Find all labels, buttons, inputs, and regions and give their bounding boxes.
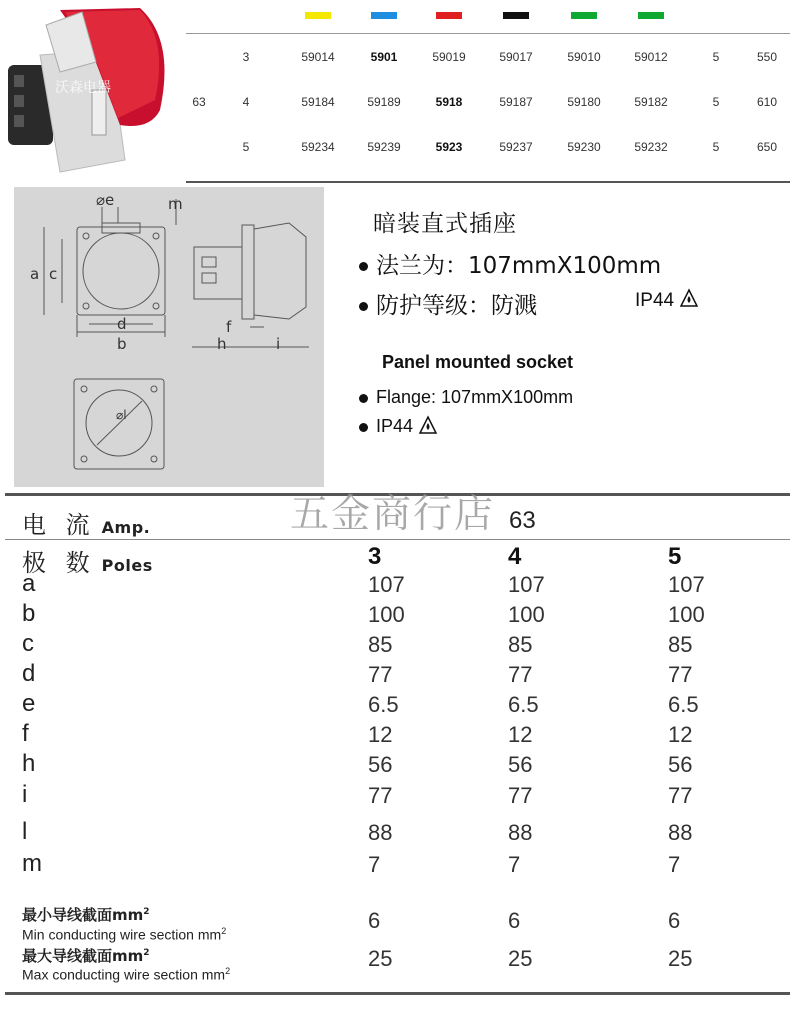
product-code: 59012 bbox=[634, 50, 668, 64]
max-wire-label-en bbox=[22, 966, 230, 983]
label-a: a bbox=[30, 265, 40, 283]
dimension-label: d bbox=[22, 660, 36, 687]
product-code: 5923 bbox=[435, 140, 463, 154]
bullet-icon bbox=[359, 394, 368, 403]
label-f: f bbox=[226, 318, 232, 336]
current-label-zh: 电 流 bbox=[22, 511, 96, 539]
pack-qty: 5 bbox=[712, 140, 720, 154]
weight: 550 bbox=[756, 50, 778, 64]
product-code: 59232 bbox=[634, 140, 668, 154]
wire-section-value: 25 bbox=[368, 946, 393, 971]
product-code: 59010 bbox=[567, 50, 601, 64]
product-code: 59187 bbox=[499, 95, 533, 109]
product-code: 59017 bbox=[499, 50, 533, 64]
dimension-value: 88 bbox=[368, 820, 393, 845]
dimension-value: 77 bbox=[508, 662, 533, 687]
dimension-value: 7 bbox=[668, 852, 681, 877]
pole-header: 3 bbox=[368, 543, 382, 570]
pole-count: 3 bbox=[242, 50, 250, 64]
dimension-value: 12 bbox=[668, 722, 693, 747]
en-flange-line bbox=[359, 387, 573, 408]
dimension-value: 107 bbox=[668, 572, 705, 597]
dimension-value: 56 bbox=[368, 752, 393, 777]
min-wire-en-text: Min conducting wire section mm bbox=[22, 926, 222, 943]
dimension-label: e bbox=[22, 690, 36, 717]
pole-header: 5 bbox=[668, 543, 682, 570]
unit-superscript: 2 bbox=[225, 966, 231, 976]
dimension-value: 85 bbox=[668, 632, 693, 657]
zh-ip-text: IP44 bbox=[635, 290, 675, 311]
dimension-value: 88 bbox=[508, 820, 533, 845]
wire-section-value: 25 bbox=[508, 946, 533, 971]
en-ip-text: IP44 bbox=[376, 416, 414, 436]
wire-section-value: 6 bbox=[668, 908, 681, 933]
label-i: i bbox=[276, 335, 281, 353]
dimension-value: 77 bbox=[668, 783, 693, 808]
product-watermark: 沃森电器 bbox=[55, 80, 111, 96]
dimension-value: 88 bbox=[668, 820, 693, 845]
color-swatch bbox=[503, 12, 529, 19]
label-d: d bbox=[117, 315, 127, 333]
label-m: m bbox=[168, 195, 183, 213]
product-code: 5918 bbox=[435, 95, 463, 109]
dimension-value: 77 bbox=[508, 783, 533, 808]
product-photo bbox=[0, 0, 185, 182]
technical-drawing bbox=[14, 187, 324, 487]
dimension-label: l bbox=[22, 818, 28, 845]
dimension-value: 100 bbox=[508, 602, 545, 627]
dimension-value: 107 bbox=[508, 572, 545, 597]
max-wire-en-text: Max conducting wire section mm bbox=[22, 966, 226, 983]
en-title: Panel mounted socket bbox=[382, 352, 574, 372]
dimension-value: 56 bbox=[668, 752, 693, 777]
bullet-icon bbox=[359, 262, 368, 271]
dimension-value: 77 bbox=[668, 662, 693, 687]
color-swatch bbox=[638, 12, 664, 19]
wire-section-value: 6 bbox=[508, 908, 521, 933]
pole-header: 4 bbox=[508, 543, 522, 570]
zh-ip-rating bbox=[635, 288, 699, 312]
product-code: 59237 bbox=[499, 140, 533, 154]
bullet-icon bbox=[359, 302, 368, 311]
label-e: ⌀e bbox=[96, 191, 115, 209]
dimension-value: 6.5 bbox=[668, 692, 699, 717]
poles-label-en: Poles bbox=[101, 556, 153, 575]
table-bottom-border bbox=[5, 992, 790, 995]
pack-qty: 5 bbox=[712, 50, 720, 64]
min-wire-zh-text: 最小导线截面mm bbox=[22, 906, 144, 924]
wire-section-value: 25 bbox=[668, 946, 693, 971]
product-code: 59230 bbox=[567, 140, 601, 154]
color-swatch bbox=[571, 12, 597, 19]
wire-section-value: 6 bbox=[368, 908, 381, 933]
weight: 610 bbox=[756, 95, 778, 109]
product-code: 59239 bbox=[367, 140, 401, 154]
product-code: 59234 bbox=[301, 140, 335, 154]
color-swatch bbox=[436, 12, 462, 19]
dimension-value: 7 bbox=[508, 852, 521, 877]
dimension-label: a bbox=[22, 570, 36, 597]
label-c: c bbox=[49, 265, 58, 283]
pack-qty: 5 bbox=[712, 95, 720, 109]
poles-label bbox=[22, 543, 153, 578]
product-code: 59184 bbox=[301, 95, 335, 109]
splash-warning-icon bbox=[418, 415, 438, 435]
dimension-label: c bbox=[22, 630, 34, 657]
min-wire-label-zh bbox=[22, 904, 150, 925]
dimension-value: 85 bbox=[508, 632, 533, 657]
description-panel bbox=[355, 187, 750, 452]
socket-illustration bbox=[0, 0, 185, 182]
dimension-value: 77 bbox=[368, 783, 393, 808]
dimension-value: 85 bbox=[368, 632, 393, 657]
zh-title: 暗装直式插座 bbox=[373, 211, 517, 237]
max-wire-label-zh bbox=[22, 945, 150, 966]
zh-flange-line bbox=[359, 247, 661, 280]
product-code-table bbox=[186, 0, 790, 183]
dimension-value: 56 bbox=[508, 752, 533, 777]
pole-count: 4 bbox=[242, 95, 250, 109]
en-ip-line bbox=[359, 415, 438, 437]
dimension-drawing bbox=[14, 187, 324, 487]
color-swatch bbox=[305, 12, 331, 19]
dimension-label: b bbox=[22, 600, 36, 627]
unit-superscript: 2 bbox=[221, 926, 227, 936]
dimension-label: m bbox=[22, 850, 42, 877]
splash-warning-icon bbox=[679, 288, 699, 308]
zh-flange-text: 法兰为：107mmX100mm bbox=[376, 253, 662, 279]
product-code: 59019 bbox=[432, 50, 466, 64]
current-value: 63 bbox=[509, 507, 536, 534]
current-label bbox=[22, 505, 150, 540]
current-rating: 63 bbox=[192, 95, 206, 109]
dimension-value: 6.5 bbox=[508, 692, 539, 717]
pole-count: 5 bbox=[242, 140, 250, 154]
product-code: 59182 bbox=[634, 95, 668, 109]
unit-superscript: 2 bbox=[143, 948, 150, 958]
dimension-label: f bbox=[22, 720, 29, 747]
label-b: b bbox=[117, 335, 127, 353]
en-flange-text: Flange: 107mmX100mm bbox=[376, 387, 574, 407]
color-swatch bbox=[371, 12, 397, 19]
current-label-en: Amp. bbox=[101, 518, 151, 537]
label-l: ⌀l bbox=[116, 408, 127, 422]
dimension-label: h bbox=[22, 750, 36, 777]
product-code: 59014 bbox=[301, 50, 335, 64]
dimension-value: 7 bbox=[368, 852, 381, 877]
zh-protection-line bbox=[359, 287, 537, 320]
weight: 650 bbox=[756, 140, 778, 154]
dimension-value: 6.5 bbox=[368, 692, 399, 717]
poles-label-zh: 极 数 bbox=[22, 549, 96, 577]
dimension-value: 12 bbox=[368, 722, 393, 747]
store-watermark: 五金商行店 bbox=[290, 492, 496, 537]
label-h: h bbox=[217, 335, 227, 353]
product-code: 59189 bbox=[367, 95, 401, 109]
zh-protection-text: 防护等级：防溅 bbox=[376, 293, 537, 319]
min-wire-label-en bbox=[22, 926, 226, 943]
dimension-value: 100 bbox=[668, 602, 705, 627]
unit-superscript: 2 bbox=[143, 907, 150, 917]
dimension-label: i bbox=[22, 781, 28, 808]
dimension-value: 12 bbox=[508, 722, 533, 747]
dimension-value: 100 bbox=[368, 602, 405, 627]
dimension-value: 77 bbox=[368, 662, 393, 687]
product-code: 59180 bbox=[567, 95, 601, 109]
dimension-value: 107 bbox=[368, 572, 405, 597]
max-wire-zh-text: 最大导线截面mm bbox=[22, 947, 144, 965]
bullet-icon bbox=[359, 423, 368, 432]
product-code: 5901 bbox=[370, 50, 398, 64]
header-divider bbox=[186, 33, 790, 34]
